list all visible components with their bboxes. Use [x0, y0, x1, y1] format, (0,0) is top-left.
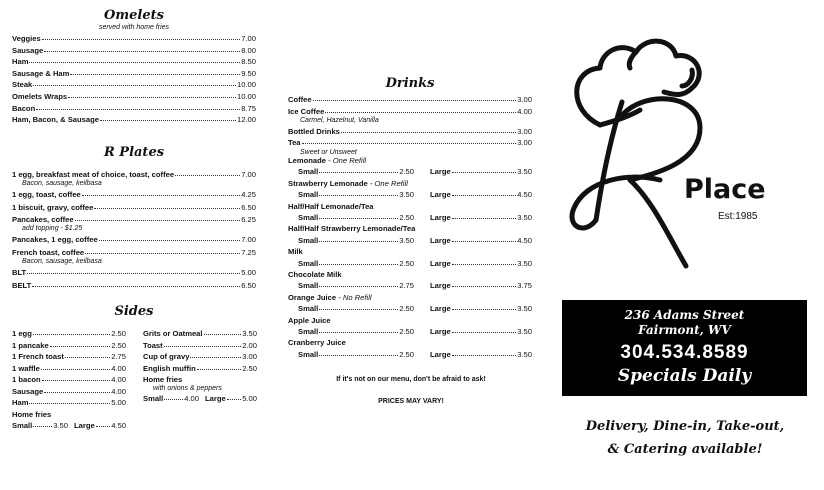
omelet-item	[12, 58, 256, 66]
dot-leader	[302, 143, 517, 144]
drink-size-large	[430, 305, 532, 313]
item-price: 3.50	[242, 329, 257, 338]
item-name: 1 biscuit, gravy, coffee	[12, 202, 94, 212]
drink-size-small	[298, 305, 414, 313]
item-price: 4.00	[111, 375, 126, 384]
item-name: Small	[12, 421, 33, 430]
item-name: Small	[298, 349, 319, 359]
item-price: 3.50	[517, 304, 532, 314]
plate-item	[12, 269, 256, 277]
drink-name: Cranberry Juice	[288, 338, 346, 348]
item-name: Sausage & Ham	[12, 68, 70, 78]
item-name: Veggies	[12, 34, 41, 43]
dot-leader	[190, 357, 241, 358]
item-name: Tea	[288, 138, 301, 147]
plate-item-desc: Bacon, sausage, keilbasa	[22, 179, 102, 187]
item-price: 10.00	[236, 80, 256, 90]
side-item	[12, 376, 126, 384]
drinks-footer-prices: PRICES MAY VARY!	[378, 398, 444, 405]
item-name: Bacon	[12, 103, 36, 113]
address-line-1: 236 Adams Street	[624, 308, 745, 322]
item-name: Large	[430, 167, 451, 177]
item-name: Large	[430, 235, 451, 245]
item-name: Small	[143, 394, 164, 403]
omelet-item	[12, 93, 256, 101]
dot-leader	[100, 120, 236, 121]
plate-item-desc: Bacon, sausage, keilbasa	[22, 257, 102, 265]
item-name: BLT	[12, 267, 27, 277]
dot-leader	[99, 240, 241, 241]
drink-size-small	[298, 191, 414, 199]
side-item	[12, 365, 126, 373]
item-price: 2.50	[399, 167, 414, 177]
drink-name: Milk	[288, 247, 303, 257]
item-name: Coffee	[288, 95, 312, 104]
item-name: Large	[430, 281, 451, 291]
dot-leader	[452, 309, 517, 310]
dot-leader	[85, 253, 240, 254]
item-price: 3.50	[517, 258, 532, 268]
side-item-name: Home fries	[12, 410, 52, 419]
item-name: Large	[430, 213, 451, 222]
item-price: 3.50	[399, 235, 414, 245]
item-price: 2.50	[399, 349, 414, 359]
item-price: 12.00	[236, 115, 256, 125]
drink-item	[288, 128, 532, 136]
item-price: 3.00	[517, 126, 532, 136]
item-price: 3.50	[517, 213, 532, 222]
dot-leader	[452, 286, 517, 287]
drink-item-name	[288, 271, 342, 279]
drink-item-name	[288, 225, 415, 233]
item-name: Small	[298, 258, 319, 268]
dot-leader	[94, 208, 240, 209]
services-line-1: Delivery, Dine-in, Take-out,	[585, 419, 785, 434]
item-price: 4.00	[111, 363, 126, 373]
plate-item	[12, 282, 256, 290]
dot-leader	[75, 220, 241, 221]
drink-item	[288, 139, 532, 147]
item-price: 8.00	[241, 45, 256, 55]
dot-leader	[452, 195, 517, 196]
item-name: Large	[430, 258, 451, 268]
drink-size-large	[430, 351, 532, 359]
sides-title: Sides	[114, 304, 154, 319]
dot-leader	[452, 172, 517, 173]
item-price: 10.00	[236, 92, 256, 101]
dot-leader	[68, 97, 236, 98]
item-name: Cup of gravy	[143, 352, 190, 361]
item-name: Large	[430, 190, 451, 200]
drink-item	[288, 96, 532, 104]
logo-letter: R	[560, 30, 561, 31]
specials-daily: Specials Daily	[617, 366, 752, 386]
address-line-2: Fairmont, WV	[638, 323, 731, 337]
item-name: Sausage	[12, 45, 44, 55]
item-price: 6.50	[241, 280, 256, 290]
side-item	[143, 365, 257, 373]
dot-leader	[96, 426, 111, 427]
item-name: 1 pancake	[12, 340, 49, 350]
item-price: 2.00	[242, 340, 257, 350]
dot-leader	[29, 62, 240, 63]
dot-leader	[33, 85, 236, 86]
drink-item-name	[288, 157, 366, 165]
side-item	[143, 330, 257, 338]
side-size-small	[143, 395, 199, 403]
drink-note: - No Refill	[336, 292, 372, 302]
dot-leader	[33, 334, 110, 335]
item-name: French toast, coffee	[12, 248, 85, 257]
item-price: 4.00	[517, 106, 532, 116]
drink-size-small	[298, 214, 414, 222]
item-price: 3.50	[517, 349, 532, 359]
dot-leader	[319, 286, 398, 287]
item-name: 1 egg, breakfast meat of choice, toast, coffee	[12, 170, 175, 179]
dot-leader	[319, 332, 398, 333]
logo-place-word: Place	[684, 174, 766, 205]
drink-size-large	[430, 214, 532, 222]
item-name: Ham	[12, 57, 29, 67]
item-price: 6.25	[241, 215, 256, 225]
item-price: 3.00	[517, 138, 532, 147]
dot-leader	[319, 264, 398, 265]
drink-item-name	[288, 180, 408, 188]
dot-leader	[164, 399, 183, 400]
item-price: 5.00	[111, 398, 126, 407]
drink-item-desc: Carmel, Hazelnut, Vanilla	[300, 117, 379, 124]
dot-leader	[319, 172, 398, 173]
side-size-small	[12, 422, 68, 430]
drink-item	[288, 108, 532, 116]
dot-leader	[452, 355, 517, 356]
dot-leader	[204, 334, 242, 335]
side-size-large	[205, 395, 257, 403]
item-price: 5.00	[242, 394, 257, 403]
item-price: 2.50	[399, 213, 414, 222]
item-price: 4.25	[241, 189, 256, 199]
item-name: 1 egg	[12, 329, 32, 338]
item-name: Steak	[12, 80, 33, 90]
item-price: 5.00	[241, 267, 256, 277]
drink-size-large	[430, 328, 532, 336]
item-price: 4.50	[517, 190, 532, 200]
item-price: 2.50	[111, 340, 126, 350]
item-price: 2.50	[399, 304, 414, 314]
drink-name: Apple Juice	[288, 315, 331, 325]
item-price: 2.50	[399, 258, 414, 268]
plate-item	[12, 216, 256, 224]
item-price: 4.50	[517, 235, 532, 245]
side-item	[12, 330, 126, 338]
dot-leader	[33, 426, 52, 427]
plate-item-desc: add topping - $1.25	[22, 225, 83, 233]
drink-item-desc: Sweet or Unsweet	[300, 148, 357, 156]
drink-note: - One Refill	[367, 178, 408, 188]
drink-size-small	[298, 237, 414, 245]
drink-size-large	[430, 237, 532, 245]
item-price: 3.50	[399, 190, 414, 200]
drinks-footer-ask: If it's not on our menu, don't be afraid to ask!	[336, 376, 486, 383]
dot-leader	[452, 264, 517, 265]
contact-box	[562, 300, 807, 396]
item-name: 1 egg, toast, coffee	[12, 189, 81, 199]
item-price: 4.00	[111, 386, 126, 396]
drink-name: Half/Half Strawberry Lemonade/Tea	[288, 224, 416, 234]
item-price: 2.50	[242, 363, 257, 373]
side-size-large	[74, 422, 126, 430]
dot-leader	[313, 100, 517, 101]
drink-size-small	[298, 260, 414, 268]
item-name: Ham, Bacon, & Sausage	[12, 115, 99, 125]
item-name: 1 French toast	[12, 352, 64, 361]
dot-leader	[32, 286, 240, 287]
item-price: 3.50	[517, 327, 532, 336]
phone-number[interactable]: 304.534.8589	[620, 342, 749, 363]
item-name: Small	[298, 304, 319, 314]
side-item-name: Home fries	[143, 375, 183, 384]
side-item-desc: with onions & peppers	[153, 385, 222, 392]
drink-size-large	[430, 260, 532, 268]
drink-item-name	[288, 339, 346, 347]
item-price: 3.00	[517, 95, 532, 104]
drink-name: Half/Half Lemonade/Tea	[288, 201, 374, 211]
side-item	[143, 342, 257, 350]
side-item	[12, 342, 126, 350]
item-price: 4.00	[184, 394, 199, 403]
dot-leader	[325, 112, 516, 113]
dot-leader	[44, 392, 110, 393]
omelet-item	[12, 47, 256, 55]
drink-note: - One Refill	[325, 156, 367, 165]
omelet-item	[12, 81, 256, 89]
item-name: Small	[298, 190, 319, 200]
item-price: 7.00	[241, 170, 256, 179]
item-name: Large	[205, 394, 226, 403]
plate-item	[12, 249, 256, 257]
dot-leader	[341, 132, 516, 133]
dot-leader	[319, 241, 398, 242]
item-price: 2.75	[399, 281, 414, 291]
item-price: 7.25	[241, 248, 256, 257]
drink-name: Orange Juice	[288, 292, 337, 302]
plate-item	[12, 191, 256, 199]
dot-leader	[319, 195, 398, 196]
item-price: 3.00	[242, 352, 257, 361]
plate-item	[12, 204, 256, 212]
plate-item	[12, 171, 256, 179]
dot-leader	[70, 74, 240, 75]
drink-size-small	[298, 351, 414, 359]
omelets-title: Omelets	[104, 8, 164, 23]
drink-size-small	[298, 328, 414, 336]
item-name: Pancakes, coffee	[12, 215, 74, 225]
item-price: 3.50	[517, 167, 532, 177]
item-name: Ham	[12, 398, 29, 407]
dot-leader	[319, 355, 398, 356]
drink-size-large	[430, 282, 532, 290]
dot-leader	[175, 175, 240, 176]
omelet-item	[12, 105, 256, 113]
services-line-2: & Catering available!	[607, 442, 763, 457]
item-name: Small	[298, 235, 319, 245]
drink-size-large	[430, 168, 532, 176]
established-year: Est:1985	[718, 211, 758, 222]
drink-size-small	[298, 282, 414, 290]
drink-size-large	[430, 191, 532, 199]
item-name: 1 waffle	[12, 363, 40, 373]
item-price: 7.00	[241, 34, 256, 43]
dot-leader	[452, 241, 517, 242]
item-name: Sausage	[12, 386, 44, 396]
side-item	[12, 353, 126, 361]
dot-leader	[452, 218, 517, 219]
dot-leader	[42, 380, 111, 381]
dot-leader	[42, 39, 241, 40]
item-name: Large	[430, 304, 451, 314]
item-name: Large	[430, 349, 451, 359]
omelet-item	[12, 70, 256, 78]
side-item	[12, 399, 126, 407]
plates-title: R Plates	[103, 145, 165, 160]
item-price: 4.50	[111, 421, 126, 430]
item-price: 6.50	[241, 202, 256, 212]
dot-leader	[319, 309, 398, 310]
item-name: Omelets Wraps	[12, 92, 68, 101]
dot-leader	[44, 51, 240, 52]
item-price: 2.50	[399, 327, 414, 336]
plate-item	[12, 236, 256, 244]
item-name: BELT	[12, 280, 32, 290]
dot-leader	[50, 346, 110, 347]
item-name: Small	[298, 167, 319, 177]
side-item	[12, 388, 126, 396]
drink-item-name	[288, 317, 331, 325]
drink-name: Strawberry Lemonade	[288, 178, 368, 188]
item-name: English muffin	[143, 363, 196, 373]
item-name: Bottled Drinks	[288, 126, 340, 136]
drinks-title: Drinks	[385, 76, 435, 91]
item-name: Grits or Oatmeal	[143, 329, 203, 338]
dot-leader	[27, 273, 240, 274]
item-price: 3.50	[53, 421, 68, 430]
item-name: Pancakes, 1 egg, coffee	[12, 235, 98, 245]
item-name: Large	[74, 421, 95, 430]
item-name: 1 bacon	[12, 375, 41, 384]
item-name: Ice Coffee	[288, 106, 325, 116]
item-price: 8.50	[241, 57, 256, 67]
dot-leader	[36, 109, 240, 110]
item-name: Small	[298, 213, 319, 222]
chef-hat-r-logo	[560, 30, 810, 280]
drink-size-small	[298, 168, 414, 176]
item-price: 7.00	[241, 235, 256, 245]
omelets-subtitle: served with home fries	[98, 24, 170, 31]
omelet-item	[12, 35, 256, 43]
item-price: 2.50	[111, 329, 126, 338]
dot-leader	[41, 369, 110, 370]
drink-item-name	[288, 203, 374, 211]
item-name: Toast	[143, 340, 163, 350]
item-price: 9.50	[241, 68, 256, 78]
dot-leader	[82, 195, 240, 196]
item-price: 3.75	[517, 281, 532, 291]
item-price: 8.75	[241, 103, 256, 113]
dot-leader	[65, 357, 110, 358]
item-name: Small	[298, 281, 319, 291]
dot-leader	[227, 399, 242, 400]
dot-leader	[164, 346, 242, 347]
dot-leader	[452, 332, 517, 333]
item-price: 2.75	[111, 352, 126, 361]
dot-leader	[197, 369, 241, 370]
drink-name: Lemonade	[288, 156, 326, 165]
drink-item-name	[288, 294, 372, 302]
dot-leader	[29, 403, 110, 404]
dot-leader	[319, 218, 398, 219]
item-name: Large	[430, 327, 451, 336]
item-name: Small	[298, 327, 319, 336]
drink-name: Chocolate Milk	[288, 270, 342, 279]
drink-item-name	[288, 248, 303, 256]
side-item	[143, 353, 257, 361]
omelet-item	[12, 116, 256, 124]
